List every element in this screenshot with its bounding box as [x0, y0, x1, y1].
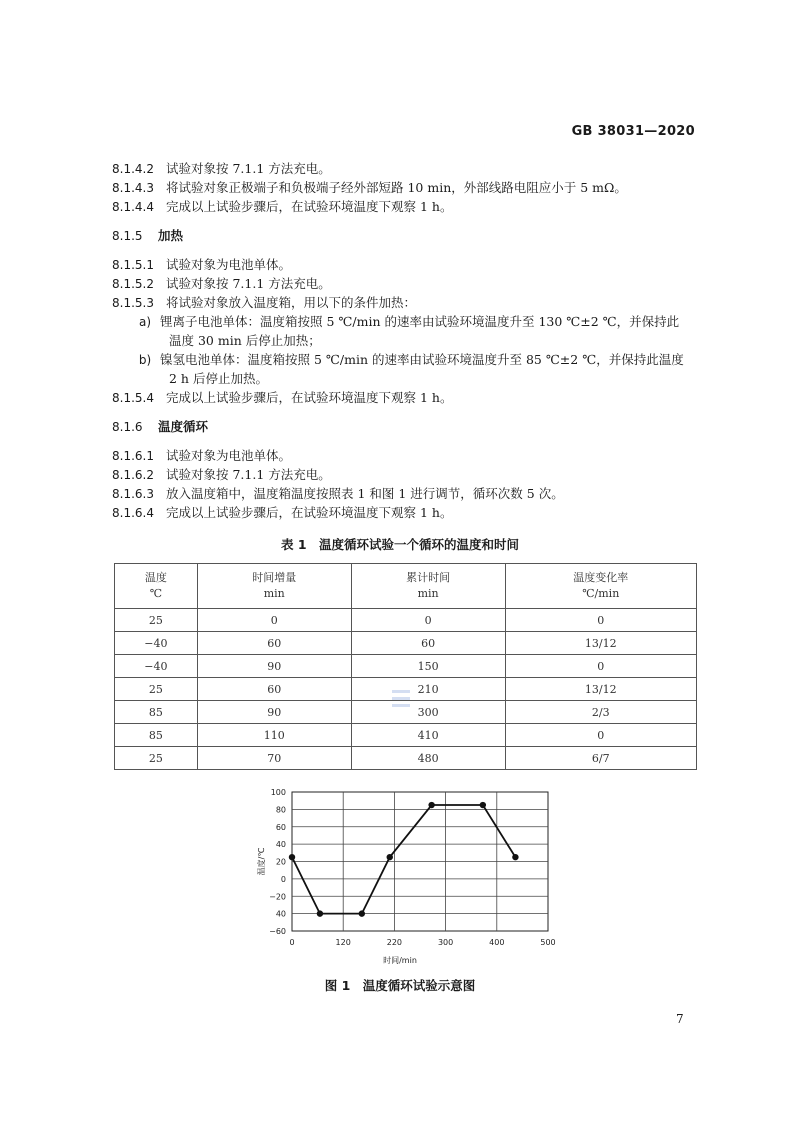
- y-tick-label: 100: [270, 788, 286, 797]
- table-cell: 13/12: [505, 632, 696, 655]
- table-cell: 25: [115, 747, 198, 770]
- header-name: 时间增量: [252, 571, 297, 584]
- table-cell: −40: [115, 655, 198, 678]
- temperature-cycle-chart: [250, 780, 560, 980]
- page-number: 7: [676, 1012, 684, 1026]
- clause-8-1-6-1: [112, 447, 291, 465]
- clause-text: 完成以上试验步骤后，在试验环境温度下观察 1 h。: [166, 390, 453, 405]
- table-cell: 60: [197, 678, 351, 701]
- figure-caption: 图 1 温度循环试验示意图: [324, 978, 476, 993]
- clause-number: 8.1.4.4: [112, 200, 154, 214]
- table-cell: 85: [115, 701, 198, 724]
- clause-text: 放入温度箱中，温度箱温度按照表 1 和图 1 进行调节，循环次数 5 次。: [166, 486, 564, 501]
- table-cell: 0: [505, 609, 696, 632]
- data-point: [480, 802, 486, 808]
- x-tick-label: 400: [489, 938, 505, 947]
- table-cell: 300: [351, 701, 505, 724]
- clause-number: 8.1.4.3: [112, 181, 154, 195]
- clause-number: 8.1.5.3: [112, 296, 154, 310]
- clause-number: 8.1.6.3: [112, 487, 154, 501]
- table-cell: 0: [197, 609, 351, 632]
- table-cell: 25: [115, 678, 198, 701]
- data-point: [289, 854, 295, 860]
- temperature-cycle-table: [114, 563, 697, 770]
- table-cell: 25: [115, 609, 198, 632]
- y-tick-label: 80: [275, 805, 286, 815]
- table-row: [115, 747, 697, 770]
- clause-8-1-4-3: [112, 179, 627, 197]
- x-tick-label: 300: [437, 938, 454, 947]
- table-cell: 2/3: [505, 701, 696, 724]
- y-axis-label: 温度/℃: [257, 847, 266, 876]
- table-header-cell: [351, 564, 505, 609]
- clause-text: 试验对象为电池单体。: [166, 257, 292, 272]
- table-caption: 表 1 温度循环试验一个循环的温度和时间: [280, 537, 520, 552]
- x-tick-label: 120: [335, 938, 351, 947]
- header-unit: min: [417, 587, 439, 600]
- section-heading-8-1-5: [112, 227, 183, 245]
- table-cell: 150: [351, 655, 505, 678]
- clause-number: 8.1.6.4: [112, 506, 154, 520]
- table-cell: 0: [505, 724, 696, 747]
- section-heading-8-1-6: [112, 418, 208, 436]
- table-row: [115, 724, 697, 747]
- x-tick-label: 0: [289, 938, 295, 947]
- y-tick-label: −60: [269, 927, 286, 936]
- table-cell: 480: [351, 747, 505, 770]
- y-tick-label: 40: [275, 909, 286, 919]
- clause-text: 完成以上试验步骤后，在试验环境温度下观察 1 h。: [166, 505, 453, 520]
- table-row: [115, 655, 697, 678]
- table-row: [115, 632, 697, 655]
- clause-8-1-6-3: [112, 485, 564, 503]
- y-tick-label: 0: [280, 874, 286, 884]
- table-header-cell: [197, 564, 351, 609]
- clause-text: 将试验对象放入温度箱，用以下的条件加热：: [166, 295, 417, 310]
- list-label: b): [138, 353, 152, 367]
- table-cell: 0: [351, 609, 505, 632]
- x-tick-label: 220: [386, 938, 403, 947]
- clause-number: 8.1.4.2: [112, 162, 154, 176]
- clause-8-1-4-4: [112, 198, 452, 216]
- clause-8-1-6-2: [112, 466, 331, 484]
- standard-code: GB 38031—2020: [571, 124, 695, 139]
- list-text: 镍氢电池单体：温度箱按照 5 ℃/min 的速率由试验环境温度升至 85 ℃±2 ℃，并保持此温度: [160, 352, 684, 367]
- table-cell: −40: [115, 632, 198, 655]
- table-cell: 85: [115, 724, 198, 747]
- list-item-a: [130, 313, 679, 331]
- header-unit: min: [263, 587, 285, 600]
- section-title: 温度循环: [158, 419, 209, 434]
- clause-number: 8.1.5.4: [112, 391, 154, 405]
- clause-8-1-4-2: [112, 160, 331, 178]
- table-cell: 210: [351, 678, 505, 701]
- clause-text: 试验对象为电池单体。: [166, 448, 292, 463]
- data-point: [317, 910, 323, 916]
- section-number: 8.1.5: [112, 229, 143, 243]
- list-text: 锂离子电池单体：温度箱按照 5 ℃/min 的速率由试验环境温度升至 130 ℃±2 ℃，并保持此: [160, 314, 680, 329]
- header-name: 温度: [144, 571, 167, 584]
- clause-text: 将试验对象正极端子和负极端子经外部短路 10 min，外部线路电阻应小于 5 mΩ。: [166, 180, 627, 195]
- clause-text: 试验对象按 7.1.1 方法充电。: [166, 161, 331, 176]
- table-cell: 110: [197, 724, 351, 747]
- y-tick-label: 20: [275, 857, 286, 867]
- table-cell: 90: [197, 701, 351, 724]
- list-label: a): [138, 315, 152, 329]
- table-header-cell: [505, 564, 696, 609]
- y-tick-label: 60: [275, 822, 286, 832]
- clause-8-1-5-1: [112, 256, 291, 274]
- table-cell: 70: [197, 747, 351, 770]
- table-header-row: [115, 564, 697, 609]
- clause-number: 8.1.5.2: [112, 277, 154, 291]
- clause-text: 完成以上试验步骤后，在试验环境温度下观察 1 h。: [166, 199, 453, 214]
- watermark-mark: [392, 690, 410, 712]
- data-point: [512, 854, 518, 860]
- clause-8-1-5-3: [112, 294, 416, 312]
- table-cell: 60: [351, 632, 505, 655]
- list-text-continued: 温度 30 min 后停止加热；: [169, 333, 321, 348]
- table-cell: 13/12: [505, 678, 696, 701]
- table-cell: 410: [351, 724, 505, 747]
- data-point: [428, 802, 434, 808]
- y-tick-label: 40: [275, 840, 286, 850]
- temperature-series-line: [292, 805, 515, 914]
- clause-8-1-6-4: [112, 504, 452, 522]
- x-axis-label: 时间/min: [383, 956, 417, 965]
- clause-text: 试验对象按 7.1.1 方法充电。: [166, 467, 331, 482]
- table-cell: 6/7: [505, 747, 696, 770]
- table-cell: 90: [197, 655, 351, 678]
- header-unit: ℃: [149, 587, 163, 600]
- list-item-b: [130, 351, 684, 369]
- section-number: 8.1.6: [112, 420, 143, 434]
- header-name: 累计时间: [406, 571, 451, 584]
- data-point: [387, 854, 393, 860]
- table-cell: 0: [505, 655, 696, 678]
- y-tick-label: −20: [269, 892, 286, 902]
- table-cell: 60: [197, 632, 351, 655]
- clause-number: 8.1.6.2: [112, 468, 154, 482]
- clause-number: 8.1.6.1: [112, 449, 154, 463]
- table-row: [115, 609, 697, 632]
- header-name: 温度变化率: [573, 571, 629, 584]
- section-title: 加热: [158, 228, 184, 243]
- table-header-cell: [115, 564, 198, 609]
- chart-svg: [250, 780, 560, 980]
- clause-number: 8.1.5.1: [112, 258, 154, 272]
- x-tick-label: 500: [540, 938, 556, 947]
- clause-text: 试验对象按 7.1.1 方法充电。: [166, 276, 331, 291]
- data-point: [359, 910, 365, 916]
- clause-8-1-5-2: [112, 275, 331, 293]
- clause-8-1-5-4: [112, 389, 452, 407]
- list-text-continued: 2 h 后停止加热。: [169, 371, 268, 386]
- header-unit: ℃/min: [582, 587, 620, 600]
